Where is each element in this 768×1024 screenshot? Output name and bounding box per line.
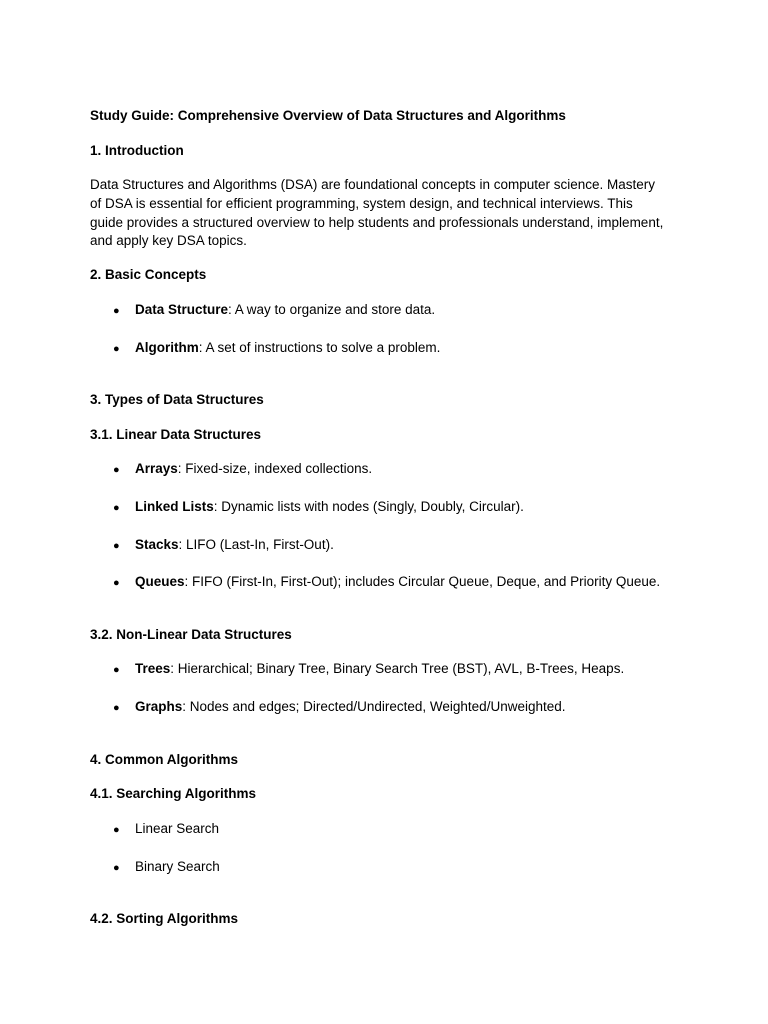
bullet-icon: ● — [113, 343, 120, 355]
list-item-term: Arrays — [135, 461, 178, 476]
bullet-icon: ● — [113, 702, 120, 714]
heading-sorting-algorithms: 4.2. Sorting Algorithms — [90, 911, 239, 926]
intro-line: of DSA is essential for efficient programming, system design, and technical interviews. This — [90, 196, 633, 211]
list-item — [113, 302, 435, 319]
list-item — [113, 821, 219, 838]
bullet-icon: ● — [113, 305, 120, 317]
list-item-desc: : A set of instructions to solve a problem. — [198, 340, 441, 355]
document-title: Study Guide: Comprehensive Overview of Data Structures and Algorithms — [90, 108, 566, 123]
heading-common-algorithms: 4. Common Algorithms — [90, 752, 239, 767]
intro-line: guide provides a structured overview to help students and professionals understand, implement, — [90, 215, 664, 230]
bullet-icon: ● — [113, 502, 120, 514]
list-item-term: Stacks — [135, 537, 179, 552]
intro-line: Data Structures and Algorithms (DSA) are foundational concepts in computer science. Mastery — [90, 177, 656, 192]
list-item-desc: : Fixed-size, indexed collections. — [177, 461, 373, 476]
bullet-icon: ● — [113, 464, 120, 476]
list-item — [113, 340, 440, 357]
list-item-term: Algorithm — [135, 340, 199, 355]
heading-searching-algorithms: 4.1. Searching Algorithms — [90, 786, 257, 801]
list-item — [113, 537, 334, 554]
bullet-icon: ● — [113, 862, 120, 874]
heading-non-linear-data-structures: 3.2. Non-Linear Data Structures — [90, 627, 292, 642]
list-item-term: Data Structure — [135, 302, 229, 317]
heading-basic-concepts: 2. Basic Concepts — [90, 267, 207, 282]
list-item — [113, 574, 660, 591]
list-item-desc: Binary Search — [135, 859, 220, 874]
intro-line: and apply key DSA topics. — [90, 233, 247, 248]
bullet-icon: ● — [113, 577, 120, 589]
bullet-icon: ● — [113, 540, 120, 552]
list-item-term: Queues — [135, 574, 185, 589]
bullet-icon: ● — [113, 664, 120, 676]
list-item-term: Linked Lists — [135, 499, 214, 514]
heading-linear-data-structures: 3.1. Linear Data Structures — [90, 427, 262, 442]
list-item — [113, 859, 220, 876]
list-item-desc: : FIFO (First-In, First-Out); includes Circular Queue, Deque, and Priority Queue. — [184, 574, 661, 589]
list-item-desc: : Nodes and edges; Directed/Undirected, Weighted/Unweighted. — [182, 699, 566, 714]
list-item-desc: : A way to organize and store data. — [228, 302, 436, 317]
list-item-term: Graphs — [135, 699, 183, 714]
bullet-icon: ● — [113, 824, 120, 836]
list-item — [113, 661, 624, 678]
heading-introduction: 1. Introduction — [90, 143, 184, 158]
list-item — [113, 461, 372, 478]
list-item-desc: : LIFO (Last-In, First-Out). — [178, 537, 334, 552]
list-item-desc: : Hierarchical; Binary Tree, Binary Search Tree (BST), AVL, B-Trees, Heaps. — [170, 661, 625, 676]
heading-types-of-data-structures: 3. Types of Data Structures — [90, 392, 264, 407]
list-item-desc: Linear Search — [135, 821, 220, 836]
list-item-desc: : Dynamic lists with nodes (Singly, Doubly, Circular). — [213, 499, 524, 514]
list-item — [113, 499, 524, 516]
list-item-term: Trees — [135, 661, 171, 676]
list-item — [113, 699, 566, 716]
